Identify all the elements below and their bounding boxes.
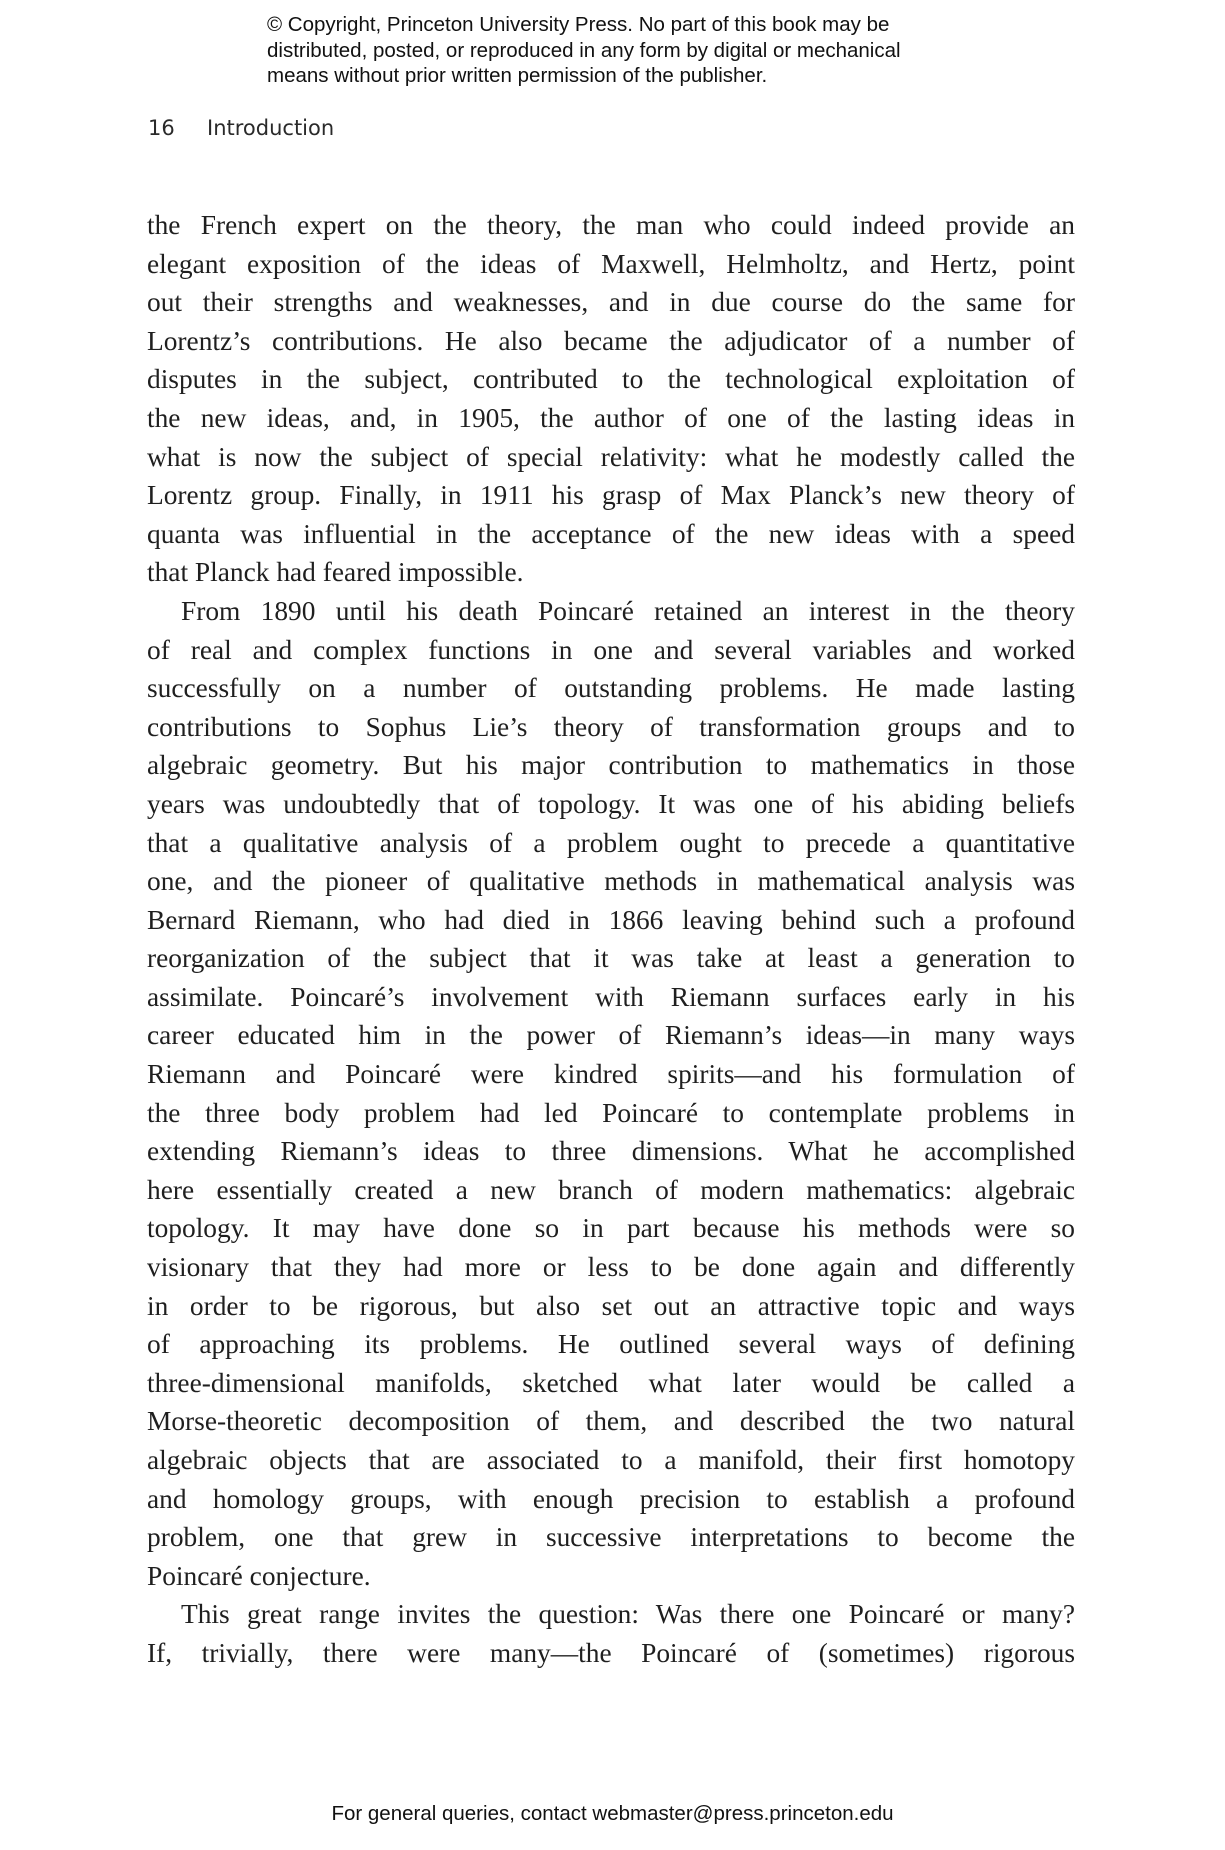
text-line: Morse-theoretic decomposition of them, and described the two natural — [147, 1406, 1075, 1437]
copyright-line: means without prior written permission of the publisher. — [267, 64, 768, 87]
text-line: extending Riemann’s ideas to three dimensions. What he accomplished — [147, 1136, 1075, 1167]
text-line: years was undoubtedly that of topology. It was one of his abiding beliefs — [147, 788, 1075, 819]
text-line: career educated him in the power of Riemann’s ideas—in many ways — [147, 1020, 1075, 1051]
text-line: This great range invites the question: Was there one Poincaré or many? — [181, 1599, 1075, 1630]
text-line: the new ideas, and, in 1905, the author of one of the lasting ideas in — [147, 402, 1075, 433]
text-line: elegant exposition of the ideas of Maxwell, Helmholtz, and Hertz, point — [147, 248, 1075, 279]
text-line: Poincaré conjecture. — [147, 1560, 371, 1591]
text-line: topology. It may have done so in part because his methods were so — [147, 1213, 1075, 1244]
text-line: one, and the pioneer of qualitative methods in mathematical analysis was — [147, 866, 1075, 897]
text-line: here essentially created a new branch of modern mathematics: algebraic — [147, 1174, 1075, 1205]
paragraph — [147, 1595, 1075, 1672]
text-line: From 1890 until his death Poincaré retained an interest in the theory — [181, 595, 1075, 626]
page-number: 16 — [148, 116, 175, 140]
paragraph — [147, 206, 1075, 592]
text-line: algebraic geometry. But his major contribution to mathematics in those — [147, 750, 1075, 781]
text-line: If, trivially, there were many—the Poincaré of (sometimes) rigorous — [147, 1637, 1075, 1668]
copyright-notice — [267, 12, 987, 89]
paragraph — [147, 592, 1075, 1595]
text-line: reorganization of the subject that it was take at least a generation to — [147, 943, 1075, 974]
text-line: the three body problem had led Poincaré to contemplate problems in — [147, 1097, 1075, 1128]
text-line: of real and complex functions in one and several variables and worked — [147, 634, 1075, 665]
text-line: quanta was influential in the acceptance of the new ideas with a speed — [147, 518, 1075, 549]
copyright-line: distributed, posted, or reproduced in any form by digital or mechanical — [267, 38, 901, 62]
text-line: in order to be rigorous, but also set out an attractive topic and ways — [147, 1290, 1075, 1321]
text-line: that a qualitative analysis of a problem ought to precede a quantitative — [147, 827, 1075, 858]
text-line: contributions to Sophus Lie’s theory of transformation groups and to — [147, 711, 1075, 742]
text-line: problem, one that grew in successive interpretations to become the — [147, 1522, 1075, 1553]
footer-contact: For general queries, contact webmaster@press.princeton.edu — [331, 1802, 894, 1825]
copyright-line: © Copyright, Princeton University Press. No part of this book may be — [267, 13, 890, 36]
body-text — [147, 206, 1075, 1673]
text-line: assimilate. Poincaré’s involvement with Riemann surfaces early in his — [147, 981, 1075, 1012]
text-line: of approaching its problems. He outlined several ways of defining — [147, 1329, 1075, 1360]
text-line: Riemann and Poincaré were kindred spirits—and his formulation of — [147, 1059, 1075, 1090]
text-line: Lorentz’s contributions. He also became the adjudicator of a number of — [147, 325, 1075, 356]
text-line: three-dimensional manifolds, sketched what later would be called a — [147, 1367, 1075, 1398]
text-line: Bernard Riemann, who had died in 1866 leaving behind such a profound — [147, 904, 1075, 935]
text-line: disputes in the subject, contributed to the technological exploitation of — [147, 364, 1075, 395]
text-line: visionary that they had more or less to be done again and differently — [147, 1252, 1075, 1283]
text-line: Lorentz group. Finally, in 1911 his grasp of Max Planck’s new theory of — [147, 480, 1075, 511]
text-line: what is now the subject of special relativity: what he modestly called the — [147, 441, 1075, 472]
text-line: that Planck had feared impossible. — [147, 557, 524, 588]
text-line: algebraic objects that are associated to a manifold, their first homotopy — [147, 1445, 1075, 1475]
text-line: successfully on a number of outstanding problems. He made lasting — [147, 673, 1075, 704]
section-title: Introduction — [207, 116, 335, 140]
running-head — [148, 113, 334, 143]
text-line: the French expert on the theory, the man who could indeed provide an — [147, 210, 1075, 240]
text-line: and homology groups, with enough precision to establish a profound — [147, 1483, 1075, 1514]
text-line: out their strengths and weaknesses, and in due course do the same for — [147, 287, 1075, 318]
